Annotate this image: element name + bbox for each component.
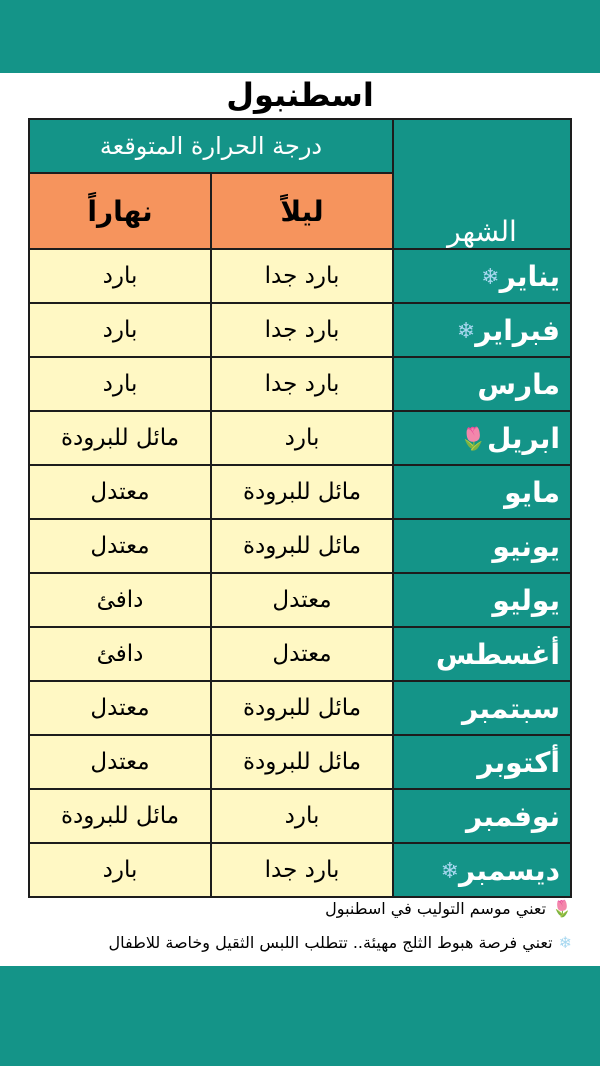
tulip-icon: 🌷 <box>459 427 487 452</box>
day-cell: دافئ <box>29 573 211 627</box>
month-cell <box>393 789 571 843</box>
tulip-icon: 🌷 <box>552 899 572 918</box>
legend-tulip-text: تعني موسم التوليب في اسطنبول <box>325 899 547 918</box>
table-row <box>29 843 571 897</box>
page-title: اسطنبول <box>226 76 374 114</box>
table-row <box>29 735 571 789</box>
month-cell <box>393 627 571 681</box>
month-cell <box>393 573 571 627</box>
night-cell: بارد جدا <box>211 357 393 411</box>
month-label: يوليو <box>492 583 560 617</box>
top-banner <box>0 0 600 73</box>
legend-snow <box>12 932 572 954</box>
month-cell <box>393 411 571 465</box>
bottom-banner <box>0 966 600 1066</box>
day-cell: بارد <box>29 843 211 897</box>
snowflake-icon: ❄ <box>440 859 459 884</box>
night-cell: بارد جدا <box>211 249 393 303</box>
night-cell: بارد <box>211 411 393 465</box>
month-cell <box>393 519 571 573</box>
month-cell <box>393 303 571 357</box>
month-label: ابريل <box>486 421 560 455</box>
month-label: سبتمبر <box>461 691 560 725</box>
table-row <box>29 303 571 357</box>
day-cell: معتدل <box>29 519 211 573</box>
snowflake-icon: ❄ <box>481 265 500 290</box>
month-cell <box>393 249 571 303</box>
day-cell: بارد <box>29 357 211 411</box>
table-row <box>29 357 571 411</box>
night-cell: مائل للبرودة <box>211 519 393 573</box>
month-cell <box>393 843 571 897</box>
table-row <box>29 627 571 681</box>
month-label: مارس <box>477 367 560 401</box>
table-row <box>29 573 571 627</box>
month-cell <box>393 357 571 411</box>
night-header: ليلاً <box>211 173 393 249</box>
month-label: نوفمبر <box>465 799 560 833</box>
day-cell: معتدل <box>29 735 211 789</box>
day-cell: بارد <box>29 249 211 303</box>
month-cell <box>393 681 571 735</box>
month-label: مايو <box>504 475 560 509</box>
night-cell: معتدل <box>211 573 393 627</box>
night-cell: بارد <box>211 789 393 843</box>
month-label: أغسطس <box>435 637 560 671</box>
night-cell: بارد جدا <box>211 843 393 897</box>
table-row <box>29 789 571 843</box>
night-cell: بارد جدا <box>211 303 393 357</box>
legend-tulip <box>12 898 572 920</box>
night-cell: معتدل <box>211 627 393 681</box>
snowflake-icon: ❄ <box>456 319 476 344</box>
table-row <box>29 411 571 465</box>
month-label: يونيو <box>492 529 560 563</box>
day-header: نهاراً <box>29 173 211 249</box>
month-label: فبراير <box>475 313 560 347</box>
day-cell: بارد <box>29 303 211 357</box>
day-cell: دافئ <box>29 627 211 681</box>
month-column-header: الشهر <box>393 119 571 249</box>
snowflake-icon: ❄ <box>558 933 572 952</box>
month-cell <box>393 735 571 789</box>
month-label: أكتوبر <box>477 745 560 779</box>
month-label: يناير <box>499 259 560 293</box>
month-label: ديسمبر <box>459 853 560 887</box>
legend-snow-text: تعني فرصة هبوط الثلج مهيئة.. تتطلب اللبس الثقيل وخاصة للاطفال <box>108 933 553 952</box>
day-cell: معتدل <box>29 681 211 735</box>
day-cell: مائل للبرودة <box>29 789 211 843</box>
table-row <box>29 519 571 573</box>
night-cell: مائل للبرودة <box>211 465 393 519</box>
table-row <box>29 249 571 303</box>
table-row <box>29 681 571 735</box>
temperature-table <box>28 118 572 898</box>
night-cell: مائل للبرودة <box>211 681 393 735</box>
temperature-header: درجة الحرارة المتوقعة <box>29 119 393 173</box>
day-cell: مائل للبرودة <box>29 411 211 465</box>
day-cell: معتدل <box>29 465 211 519</box>
month-cell <box>393 465 571 519</box>
night-cell: مائل للبرودة <box>211 735 393 789</box>
table-row <box>29 465 571 519</box>
